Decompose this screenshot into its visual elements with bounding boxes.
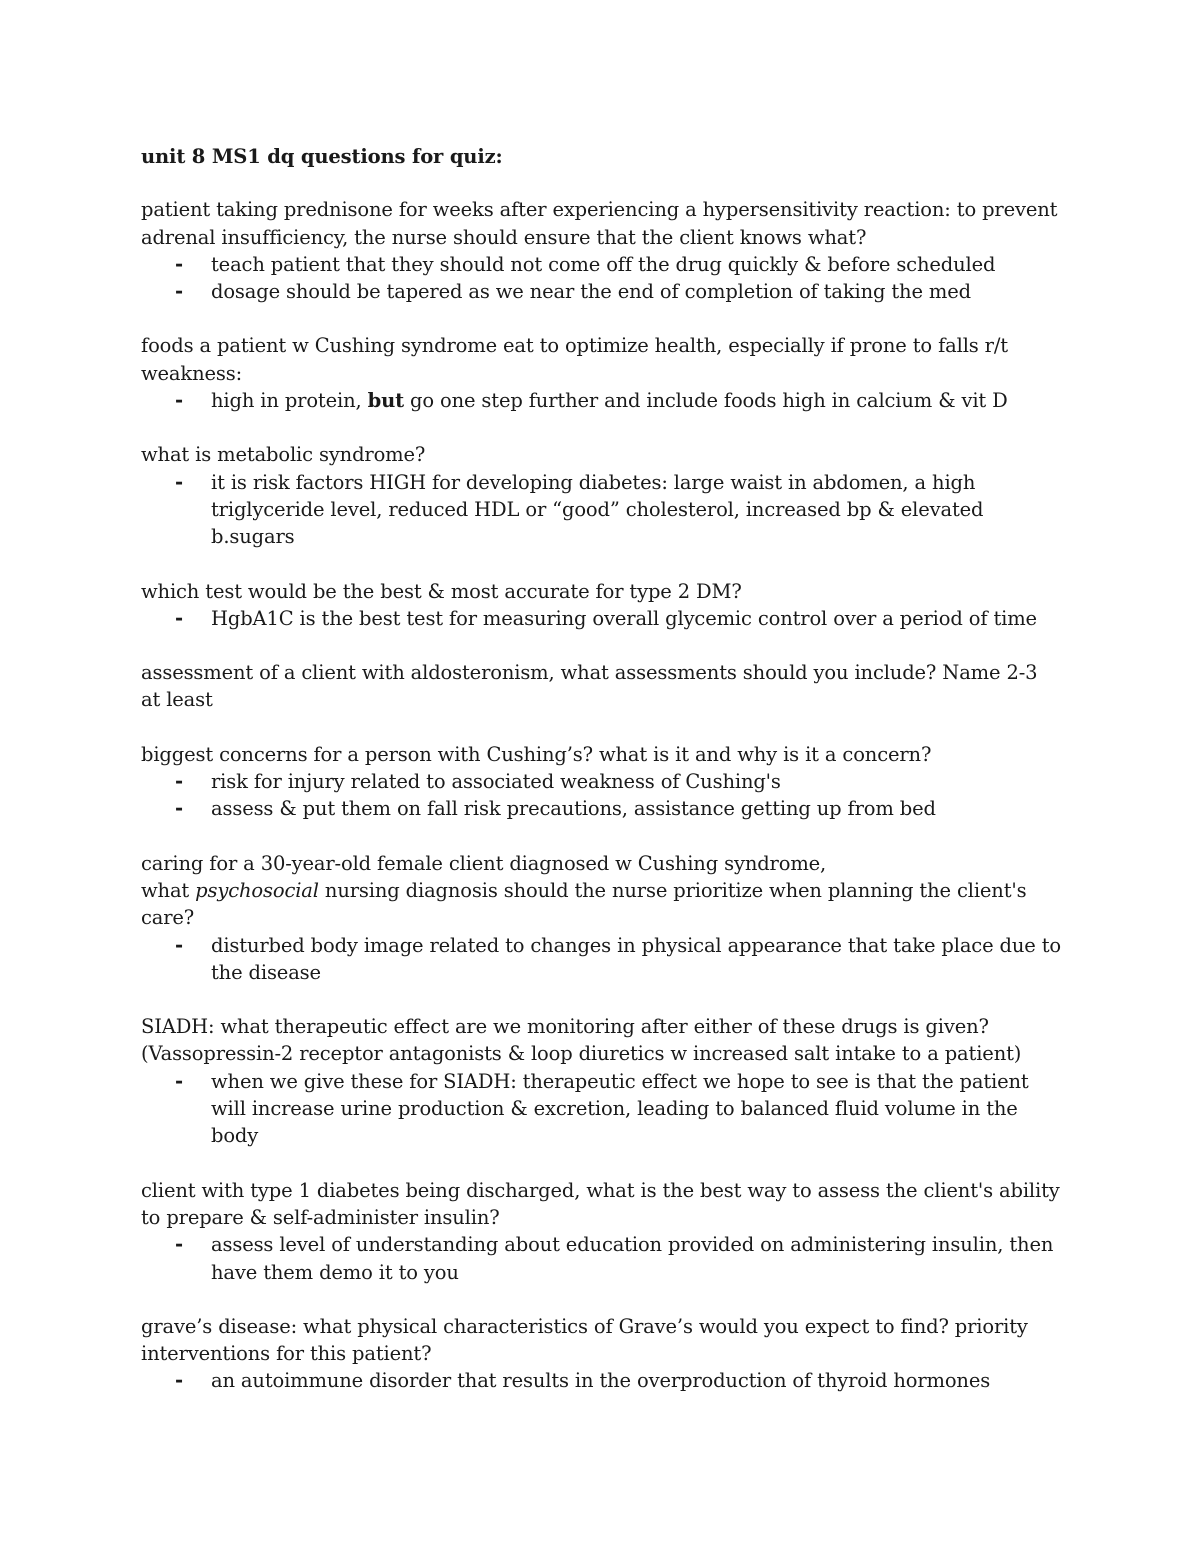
qa-section-cushing-foods: [141, 332, 1061, 414]
answer-item: [141, 251, 1061, 278]
answer-list: [141, 387, 1061, 414]
answer-text: when we give these for SIADH: therapeutic effect we hope to see is that the patient will increase urine production & excretion, leading to balanced fluid volume in the body: [211, 1069, 1029, 1148]
question-text-italic: psychosocial: [195, 878, 319, 902]
answer-text: an autoimmune disorder that results in the overproduction of thyroid hormones: [211, 1369, 991, 1393]
answer-list: [141, 932, 1061, 987]
question-text: what is metabolic syndrome?: [141, 443, 426, 467]
question-text: patient taking prednisone for weeks after experiencing a hypersensitivity reaction: to prevent adrenal insufficiency, the nurse should ensure that the client knows what?: [141, 198, 1058, 249]
bullet-dash: -: [175, 797, 183, 821]
question-text-before: what: [141, 878, 196, 902]
bullet-dash: -: [175, 1069, 183, 1093]
answer-item: [141, 795, 1061, 822]
document-title: unit 8 MS1 dq questions for quiz:: [141, 145, 503, 168]
answer-text: it is risk factors HIGH for developing diabetes: large waist in abdomen, a high triglyceride level, reduced HDL or “good” cholesterol, increased bp & elevated b.sugars: [211, 470, 984, 549]
answer-list: [141, 768, 1061, 823]
bullet-dash: -: [175, 1369, 183, 1393]
answer-list: [141, 1367, 1061, 1394]
answer-item: [141, 1231, 1061, 1286]
answer-text-after: go one step further and include foods high in calcium & vit D: [403, 389, 1008, 413]
answer-text-bold: but: [367, 389, 404, 413]
answer-item: [141, 768, 1061, 795]
qa-section-psychosocial: [141, 850, 1061, 986]
answer-text: risk for injury related to associated weakness of Cushing's: [211, 770, 781, 794]
bullet-dash: -: [175, 606, 183, 630]
answer-text: HgbA1C is the best test for measuring overall glycemic control over a period of time: [211, 606, 1037, 630]
answer-text: assess & put them on fall risk precautions, assistance getting up from bed: [211, 797, 936, 821]
question-text: which test would be the best & most accurate for type 2 DM?: [141, 579, 742, 603]
answer-list: [141, 469, 1061, 551]
answer-text: assess level of understanding about education provided on administering insulin, then have them demo it to you: [211, 1233, 1054, 1284]
answer-item: [141, 469, 1061, 551]
answer-text: disturbed body image related to changes in physical appearance that take place due to the disease: [211, 933, 1061, 984]
bullet-dash: -: [175, 1233, 183, 1257]
qa-section-prednisone: [141, 196, 1061, 305]
bullet-dash: -: [175, 470, 183, 494]
answer-text: teach patient that they should not come off the drug quickly & before scheduled: [211, 252, 996, 276]
qa-section-metabolic-syndrome: [141, 441, 1061, 550]
bullet-dash: -: [175, 280, 183, 304]
document-page: [141, 143, 1061, 1422]
answer-item: [141, 1068, 1061, 1150]
question-text: SIADH: what therapeutic effect are we monitoring after either of these drugs is given? (Vassopressin-2 receptor antagonists & loop diuretics w increased salt intake to a patient): [141, 1015, 1022, 1066]
qa-section-insulin: [141, 1177, 1061, 1286]
answer-item: [141, 1367, 1061, 1394]
bullet-dash: -: [175, 389, 183, 413]
answer-list: [141, 1231, 1061, 1286]
qa-section-siadh: [141, 1013, 1061, 1149]
question-text: grave’s disease: what physical characteristics of Grave’s would you expect to find? priority interventions for this patient?: [141, 1314, 1028, 1366]
question-text: assessment of a client with aldosteronism, what assessments should you include? Name 2-3 at least: [141, 661, 1038, 712]
answer-item: [141, 278, 1061, 305]
question-text-line2: [141, 877, 1061, 932]
qa-section-graves: [141, 1313, 1061, 1395]
bullet-dash: -: [175, 252, 183, 276]
qa-section-cushing-concerns: [141, 741, 1061, 823]
answer-list: [141, 605, 1061, 632]
bullet-dash: -: [175, 933, 183, 957]
question-text-after: nursing diagnosis should the nurse prioritize when planning the client's care?: [141, 878, 1027, 930]
answer-list: [141, 1068, 1061, 1150]
answer-text-before: high in protein,: [211, 389, 368, 413]
qa-section-aldosteronism: [141, 659, 1061, 714]
question-text: client with type 1 diabetes being discharged, what is the best way to assess the client's ability to prepare & self-administer insulin?: [141, 1178, 1060, 1229]
answer-list: [141, 251, 1061, 306]
answer-item: [141, 932, 1061, 987]
answer-item: [141, 387, 1061, 414]
question-text: biggest concerns for a person with Cushing’s? what is it and why is it a concern?: [141, 742, 932, 766]
answer-item: [141, 605, 1061, 632]
question-text-line1: caring for a 30-year-old female client diagnosed w Cushing syndrome,: [141, 851, 827, 875]
question-text: foods a patient w Cushing syndrome eat to optimize health, especially if prone to falls r/t weakness:: [141, 334, 1008, 385]
qa-section-dm-test: [141, 578, 1061, 633]
bullet-dash: -: [175, 770, 183, 794]
answer-text: dosage should be tapered as we near the end of completion of taking the med: [211, 280, 971, 304]
